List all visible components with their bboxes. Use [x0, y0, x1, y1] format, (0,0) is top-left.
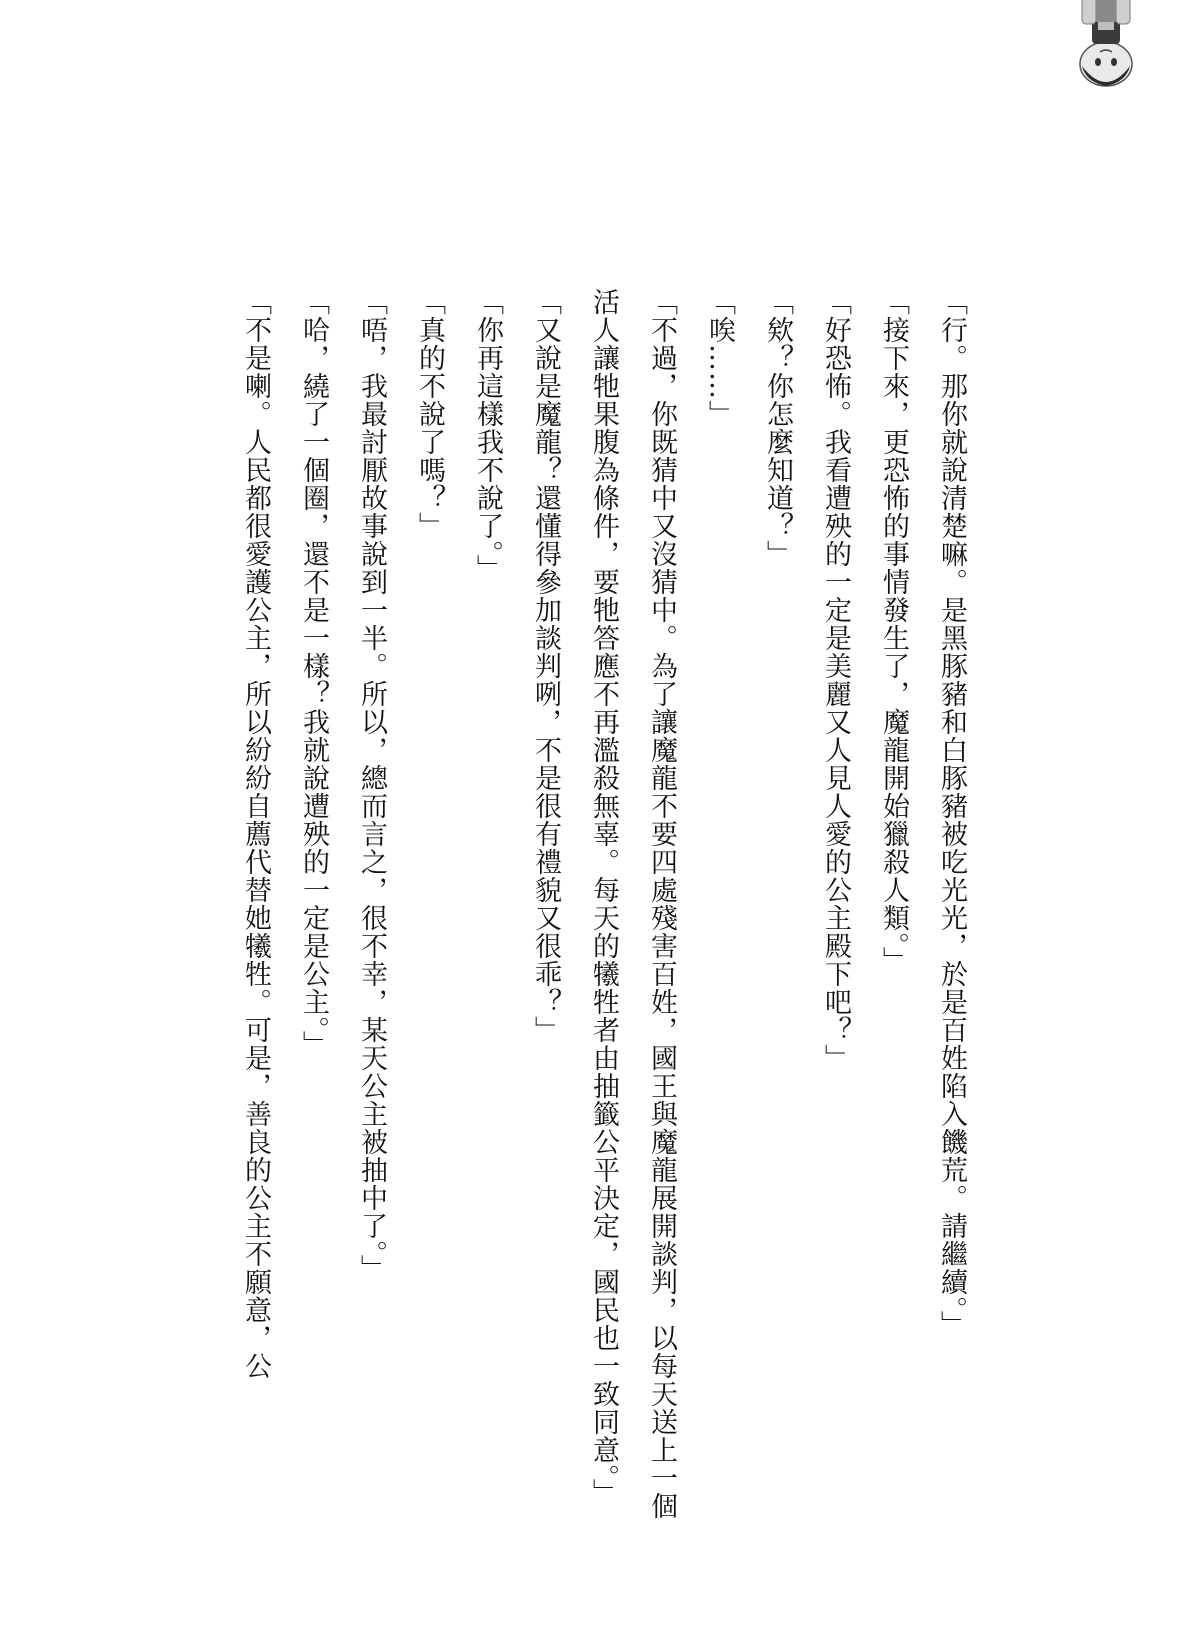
paragraph-12: 「不是喇。人民都很愛護公主，所以紛紛自薦代替她犧牲。可是，善良的公主不願意，公 [240, 288, 271, 1380]
paragraph-2: 「接下來，更恐怖的事情發生了，魔龍開始獵殺人類。」 [878, 288, 909, 975]
paragraph-10: 「唔，我最討厭故事說到一半。所以，總而言之，很不幸，某天公主被抽中了。」 [356, 288, 387, 1283]
corner-character-illustration [1072, 0, 1140, 92]
vertical-text-body [180, 288, 980, 1528]
paragraph-4: 「欸？你怎麼知道？」 [762, 288, 793, 568]
paragraph-7: 「又說是魔龍？還懂得參加談判咧，不是很有禮貌又很乖？」 [530, 288, 561, 1044]
paragraph-9: 「真的不說了嗎？」 [414, 288, 445, 540]
paragraph-1: 「行。那你就說清楚嘛。是黑豚豬和白豚豬被吃光光，於是百姓陷入饑荒。請繼續。」 [936, 288, 967, 1339]
paragraph-6: 「不過，你既猜中又沒猜中。為了讓魔龍不要四處殘害百姓，國王與魔龍展開談判，以每天送上一個活人讓牠果腹為條件，要牠答應不再濫殺無辜。每天的犧牲者由抽籤公平決定，國民也一致同意。」 [588, 288, 677, 1520]
paragraph-3: 「好恐怖。我看遭殃的一定是美麗又人見人愛的公主殿下吧？」 [820, 288, 851, 1072]
paragraph-11: 「哈，繞了一個圈，還不是一樣？我就說遭殃的一定是公主。」 [298, 288, 329, 1059]
paragraph-5: 「唉……」 [704, 288, 735, 428]
paragraph-8: 「你再這樣我不說了。」 [472, 288, 503, 583]
